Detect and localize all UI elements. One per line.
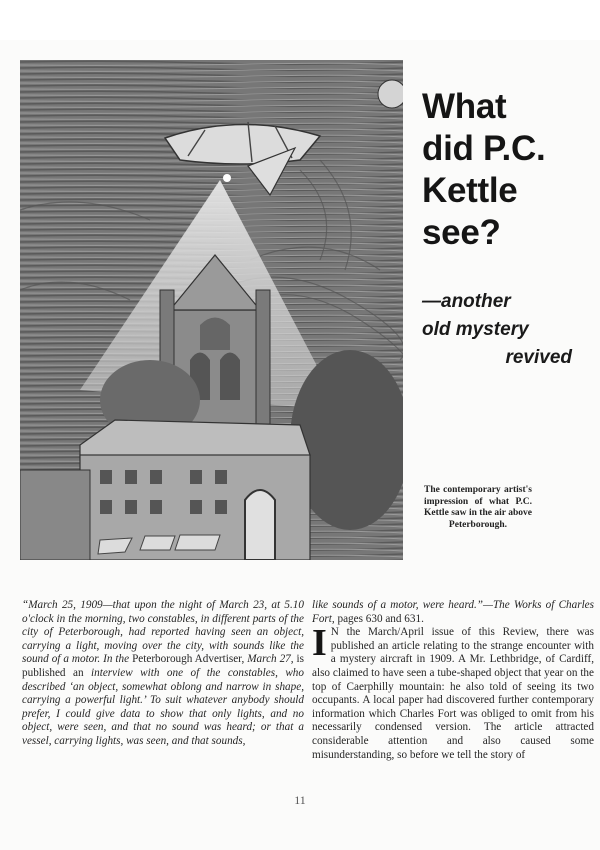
illustration-caption bbox=[424, 485, 532, 531]
quote-text-roman: is published an bbox=[22, 653, 305, 679]
subtitle-line: old mystery bbox=[422, 319, 529, 340]
body-text: N the March/April issue of this Review, there was published an article relating to the strange encounter with a mystery aircraft in 1909. A Mr. Lethbridge, of Cardiff, also claimed to have seen a tube-shaped object that year on the top of Caerphilly mountain: he also told of seeing its two occupants. A local paper had discovered further contemporary information which Charles Fort was obliged to omit from his necessarily condensed version. The article attracted considerable attention and also caused some misunderstanding, so before we tell the story of bbox=[312, 626, 594, 761]
quote-column bbox=[22, 599, 304, 749]
caption-line: Peterborough. bbox=[448, 519, 508, 530]
caption-line: in the air above bbox=[468, 508, 532, 518]
body-paragraph bbox=[312, 622, 594, 762]
caption-line: The contemporary bbox=[424, 485, 501, 495]
illustration-drawing bbox=[20, 60, 403, 560]
subtitle-line: revived bbox=[505, 347, 572, 368]
subtitle-line: —another bbox=[422, 291, 511, 312]
quote-text-roman: Peterborough Advertiser, bbox=[132, 653, 248, 666]
title-line: did P.C. bbox=[422, 129, 546, 168]
title-line: see? bbox=[422, 213, 501, 252]
drop-cap: I bbox=[312, 622, 327, 665]
quote-text: March 27, bbox=[247, 653, 297, 666]
page-number: 11 bbox=[294, 793, 306, 807]
body-column bbox=[312, 599, 594, 762]
caption-line: what P.C. Kettle saw bbox=[424, 496, 532, 518]
title-line: What bbox=[422, 87, 507, 126]
article-subtitle bbox=[422, 288, 572, 372]
quote-text: like sounds of a motor, were heard.”—The Works of Charles Fort, bbox=[312, 599, 594, 625]
article-title bbox=[422, 86, 592, 254]
illustration-airship-over-cathedral bbox=[20, 60, 403, 560]
moon-icon bbox=[378, 80, 403, 108]
quote-text: “March 25, 1909—that upon the night of March 23, at 5.10 o'clock in the morning, two constables, in different parts of the city of Peterborough, had reported having seen an object, carrying a light, moving over the city, with sounds like the sound of a motor. In the bbox=[22, 599, 304, 666]
quote-paragraph bbox=[22, 599, 304, 749]
quote-text: interview with one of the constables, who described ‘an object, somewhat oblong and narrow in shape, carrying a powerful light.’ To suit whatever anybody should prefer, I could give data to show that only lights, and no object, were seen, and that no sound was heard; or that a vessel, carrying lights, was seen, and that sounds, bbox=[22, 666, 304, 747]
title-line: Kettle bbox=[422, 171, 518, 210]
quote-source: pages 630 and 631. bbox=[334, 612, 424, 625]
caption-line: artist's impression of bbox=[424, 485, 532, 507]
quote-continuation bbox=[312, 599, 594, 626]
